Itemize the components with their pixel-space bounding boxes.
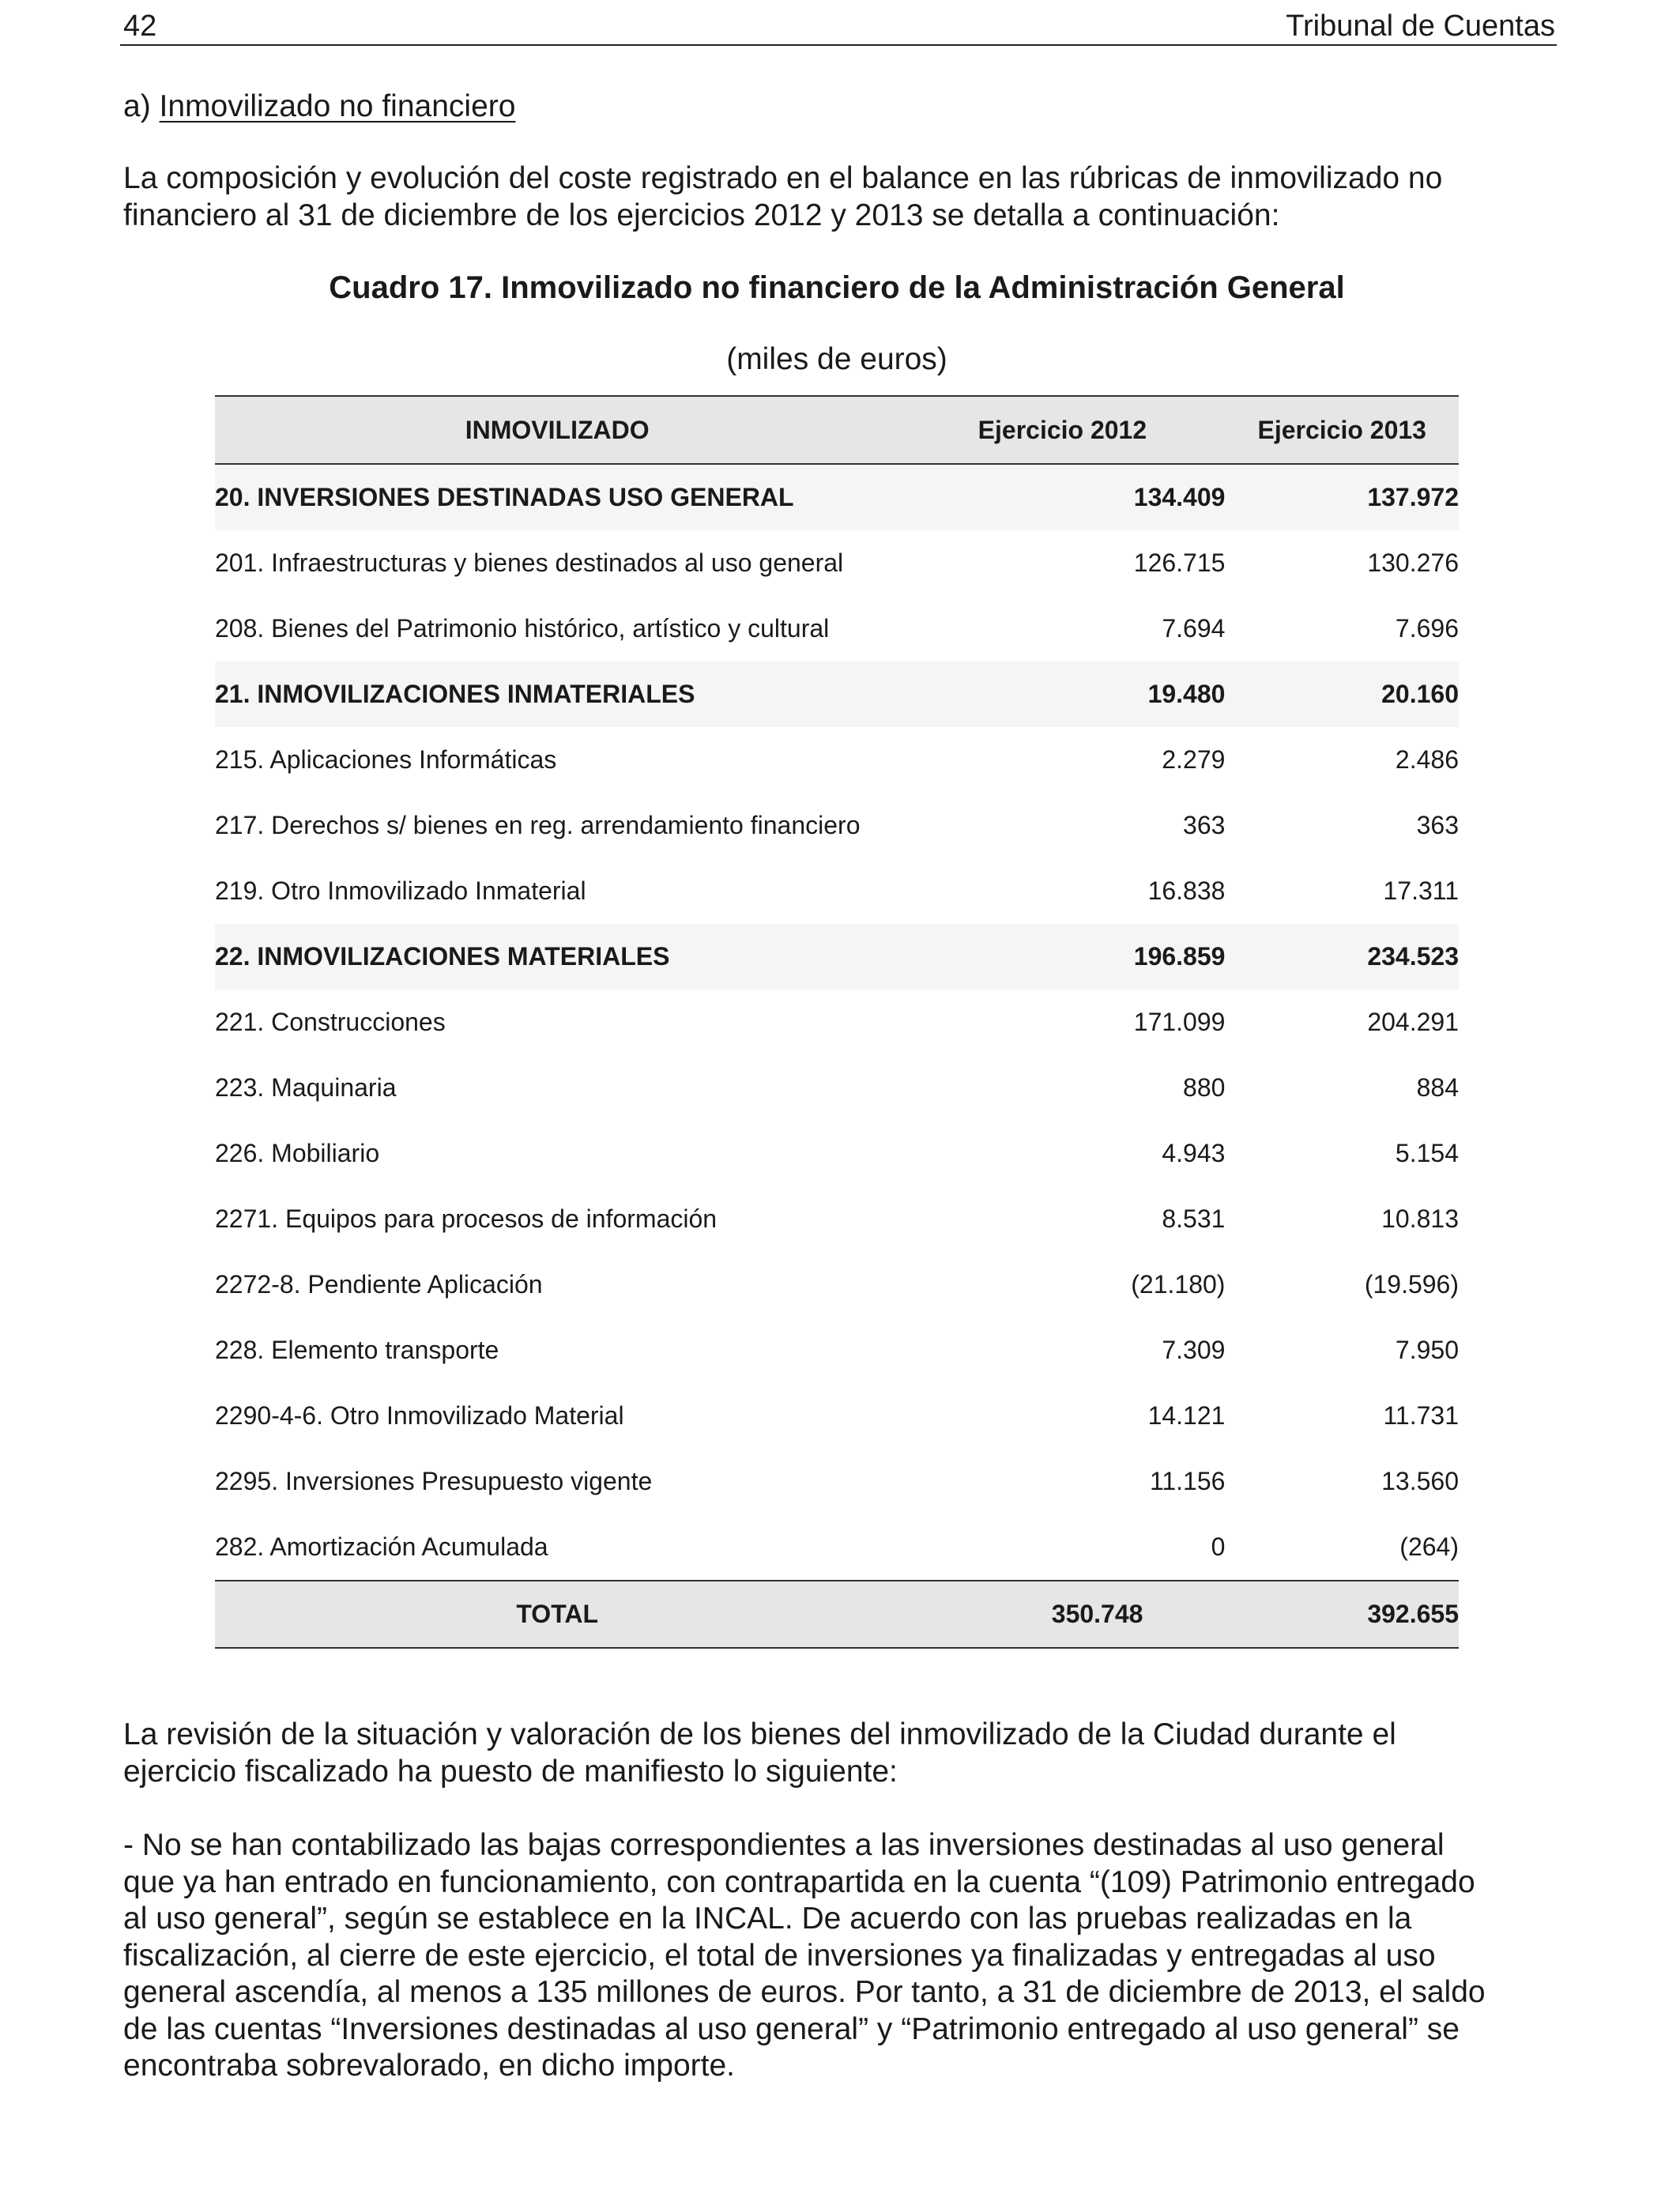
paragraph-line: ejercicio fiscalizado ha puesto de manifiesto lo siguiente: bbox=[123, 1754, 898, 1789]
table-row bbox=[215, 1383, 1459, 1449]
table-total-row bbox=[215, 1581, 1459, 1648]
paragraph-line: financiero al 31 de diciembre de los ejercicios 2012 y 2013 se detalla a continuación: bbox=[123, 198, 1280, 232]
row-value-2013: 20.160 bbox=[1381, 680, 1459, 708]
row-value-2012: 16.838 bbox=[1147, 876, 1226, 905]
row-label: 226. Mobiliario bbox=[215, 1139, 380, 1167]
table-row bbox=[215, 1449, 1459, 1514]
row-value-2013: 204.291 bbox=[1367, 1008, 1459, 1036]
table-row bbox=[215, 793, 1459, 858]
paragraph-line: encontraba sobrevalorado, en dicho importe. bbox=[123, 2049, 735, 2083]
table-group-row bbox=[215, 662, 1459, 727]
row-value-2012: (21.180) bbox=[1131, 1270, 1226, 1299]
finding-paragraph bbox=[123, 1827, 1550, 2085]
row-value-2013: 17.311 bbox=[1383, 876, 1459, 905]
row-value-2013: (19.596) bbox=[1364, 1270, 1459, 1299]
paragraph-line: - No se han contabilizado las bajas correspondientes a las inversiones destinadas al uso general bbox=[123, 1828, 1445, 1862]
table-header-row bbox=[215, 396, 1459, 464]
row-label: 2295. Inversiones Presupuesto vigente bbox=[215, 1467, 653, 1495]
row-label: 223. Maquinaria bbox=[215, 1073, 397, 1102]
header-organization: Tribunal de Cuentas bbox=[1286, 9, 1555, 43]
row-label: 21. INMOVILIZACIONES INMATERIALES bbox=[215, 680, 695, 708]
row-value-2013: 10.813 bbox=[1381, 1204, 1459, 1233]
page-number: 42 bbox=[123, 9, 157, 43]
row-label: 20. INVERSIONES DESTINADAS USO GENERAL bbox=[215, 483, 794, 511]
row-value-2012: 0 bbox=[1211, 1532, 1226, 1561]
column-header-asset: INMOVILIZADO bbox=[215, 396, 899, 464]
row-value-2013: 2.486 bbox=[1395, 745, 1459, 774]
table-row bbox=[215, 727, 1459, 793]
total-2012: 350.748 bbox=[899, 1581, 1225, 1648]
paragraph-line: fiscalización, al cierre de este ejercicio, el total de inversiones ya finalizadas y entregadas al uso bbox=[123, 1938, 1436, 1973]
row-label: 215. Aplicaciones Informáticas bbox=[215, 745, 557, 774]
row-value-2013: 5.154 bbox=[1395, 1139, 1459, 1167]
row-value-2013: 363 bbox=[1416, 811, 1459, 839]
row-value-2012: 14.121 bbox=[1147, 1401, 1226, 1430]
paragraph-line: La revisión de la situación y valoración de los bienes del inmovilizado de la Ciudad durante el bbox=[123, 1717, 1396, 1751]
column-header-2013: Ejercicio 2013 bbox=[1225, 396, 1459, 464]
row-value-2013: 7.950 bbox=[1395, 1336, 1459, 1364]
table-row bbox=[215, 1318, 1459, 1383]
table-body bbox=[215, 464, 1459, 1581]
section-heading bbox=[123, 87, 515, 126]
row-value-2012: 134.409 bbox=[1133, 483, 1226, 511]
column-header-2012: Ejercicio 2012 bbox=[899, 396, 1225, 464]
table-row bbox=[215, 990, 1459, 1055]
row-value-2013: 137.972 bbox=[1367, 483, 1459, 511]
table-row bbox=[215, 596, 1459, 662]
row-value-2012: 126.715 bbox=[1133, 548, 1226, 577]
table-row bbox=[215, 1186, 1459, 1252]
row-label: 22. INMOVILIZACIONES MATERIALES bbox=[215, 942, 670, 971]
row-value-2012: 11.156 bbox=[1149, 1467, 1226, 1495]
intro-paragraph bbox=[123, 160, 1550, 234]
table-group-row bbox=[215, 924, 1459, 990]
row-value-2013: 234.523 bbox=[1367, 942, 1459, 971]
row-label: 208. Bienes del Patrimonio histórico, artístico y cultural bbox=[215, 614, 830, 643]
table-row bbox=[215, 1252, 1459, 1318]
table-row bbox=[215, 1055, 1459, 1121]
row-label: 228. Elemento transporte bbox=[215, 1336, 499, 1364]
total-label: TOTAL bbox=[215, 1581, 899, 1648]
row-label: 2290-4-6. Otro Inmovilizado Material bbox=[215, 1401, 624, 1430]
row-label: 2271. Equipos para procesos de información bbox=[215, 1204, 718, 1233]
row-value-2013: 884 bbox=[1416, 1073, 1459, 1102]
table-row bbox=[215, 530, 1459, 596]
table-row bbox=[215, 1514, 1459, 1581]
section-prefix: a) bbox=[123, 89, 160, 123]
total-2013: 392.655 bbox=[1225, 1581, 1459, 1648]
row-label: 2272-8. Pendiente Aplicación bbox=[215, 1270, 543, 1299]
row-label: 201. Infraestructuras y bienes destinados al uso general bbox=[215, 548, 844, 577]
fixed-assets-table bbox=[215, 395, 1459, 1649]
section-title: Inmovilizado no financiero bbox=[159, 89, 516, 123]
row-value-2013: 11.731 bbox=[1383, 1401, 1459, 1430]
row-value-2012: 7.309 bbox=[1162, 1336, 1226, 1364]
paragraph-line: general ascendía, al menos a 135 millones de euros. Por tanto, a 31 de diciembre de 2013, el saldo bbox=[123, 1975, 1486, 2009]
row-label: 219. Otro Inmovilizado Inmaterial bbox=[215, 876, 586, 905]
row-value-2013: 7.696 bbox=[1395, 614, 1459, 643]
table-caption: Cuadro 17. Inmovilizado no financiero de la Administración General bbox=[329, 270, 1345, 305]
paragraph-line: La composición y evolución del coste registrado en el balance en las rúbricas de inmovilizado no bbox=[123, 161, 1443, 195]
row-value-2012: 7.694 bbox=[1162, 614, 1226, 643]
paragraph-line: de las cuentas “Inversiones destinadas al uso general” y “Patrimonio entregado al uso general” se bbox=[123, 2011, 1460, 2046]
row-value-2012: 4.943 bbox=[1162, 1139, 1226, 1167]
paragraph-line: al uso general”, según se establece en la INCAL. De acuerdo con las pruebas realizadas en la bbox=[123, 1902, 1412, 1936]
row-value-2012: 19.480 bbox=[1147, 680, 1226, 708]
table-row bbox=[215, 858, 1459, 924]
row-label: 217. Derechos s/ bienes en reg. arrendamiento financiero bbox=[215, 811, 861, 839]
row-value-2012: 363 bbox=[1183, 811, 1226, 839]
row-value-2013: (264) bbox=[1399, 1532, 1459, 1561]
row-label: 282. Amortización Acumulada bbox=[215, 1532, 548, 1561]
table-group-row bbox=[215, 464, 1459, 530]
row-value-2012: 2.279 bbox=[1162, 745, 1226, 774]
table-units: (miles de euros) bbox=[726, 342, 947, 376]
page-header bbox=[120, 6, 1557, 46]
row-value-2013: 13.560 bbox=[1381, 1467, 1459, 1495]
table-row bbox=[215, 1121, 1459, 1186]
row-value-2012: 196.859 bbox=[1133, 942, 1226, 971]
review-paragraph bbox=[123, 1717, 1550, 1790]
row-value-2012: 880 bbox=[1183, 1073, 1226, 1102]
row-label: 221. Construcciones bbox=[215, 1008, 446, 1036]
row-value-2012: 8.531 bbox=[1162, 1204, 1226, 1233]
row-value-2013: 130.276 bbox=[1367, 548, 1459, 577]
paragraph-line: que ya han entrado en funcionamiento, con contrapartida en la cuenta “(109) Patrimonio entregado bbox=[123, 1864, 1475, 1899]
row-value-2012: 171.099 bbox=[1133, 1008, 1226, 1036]
